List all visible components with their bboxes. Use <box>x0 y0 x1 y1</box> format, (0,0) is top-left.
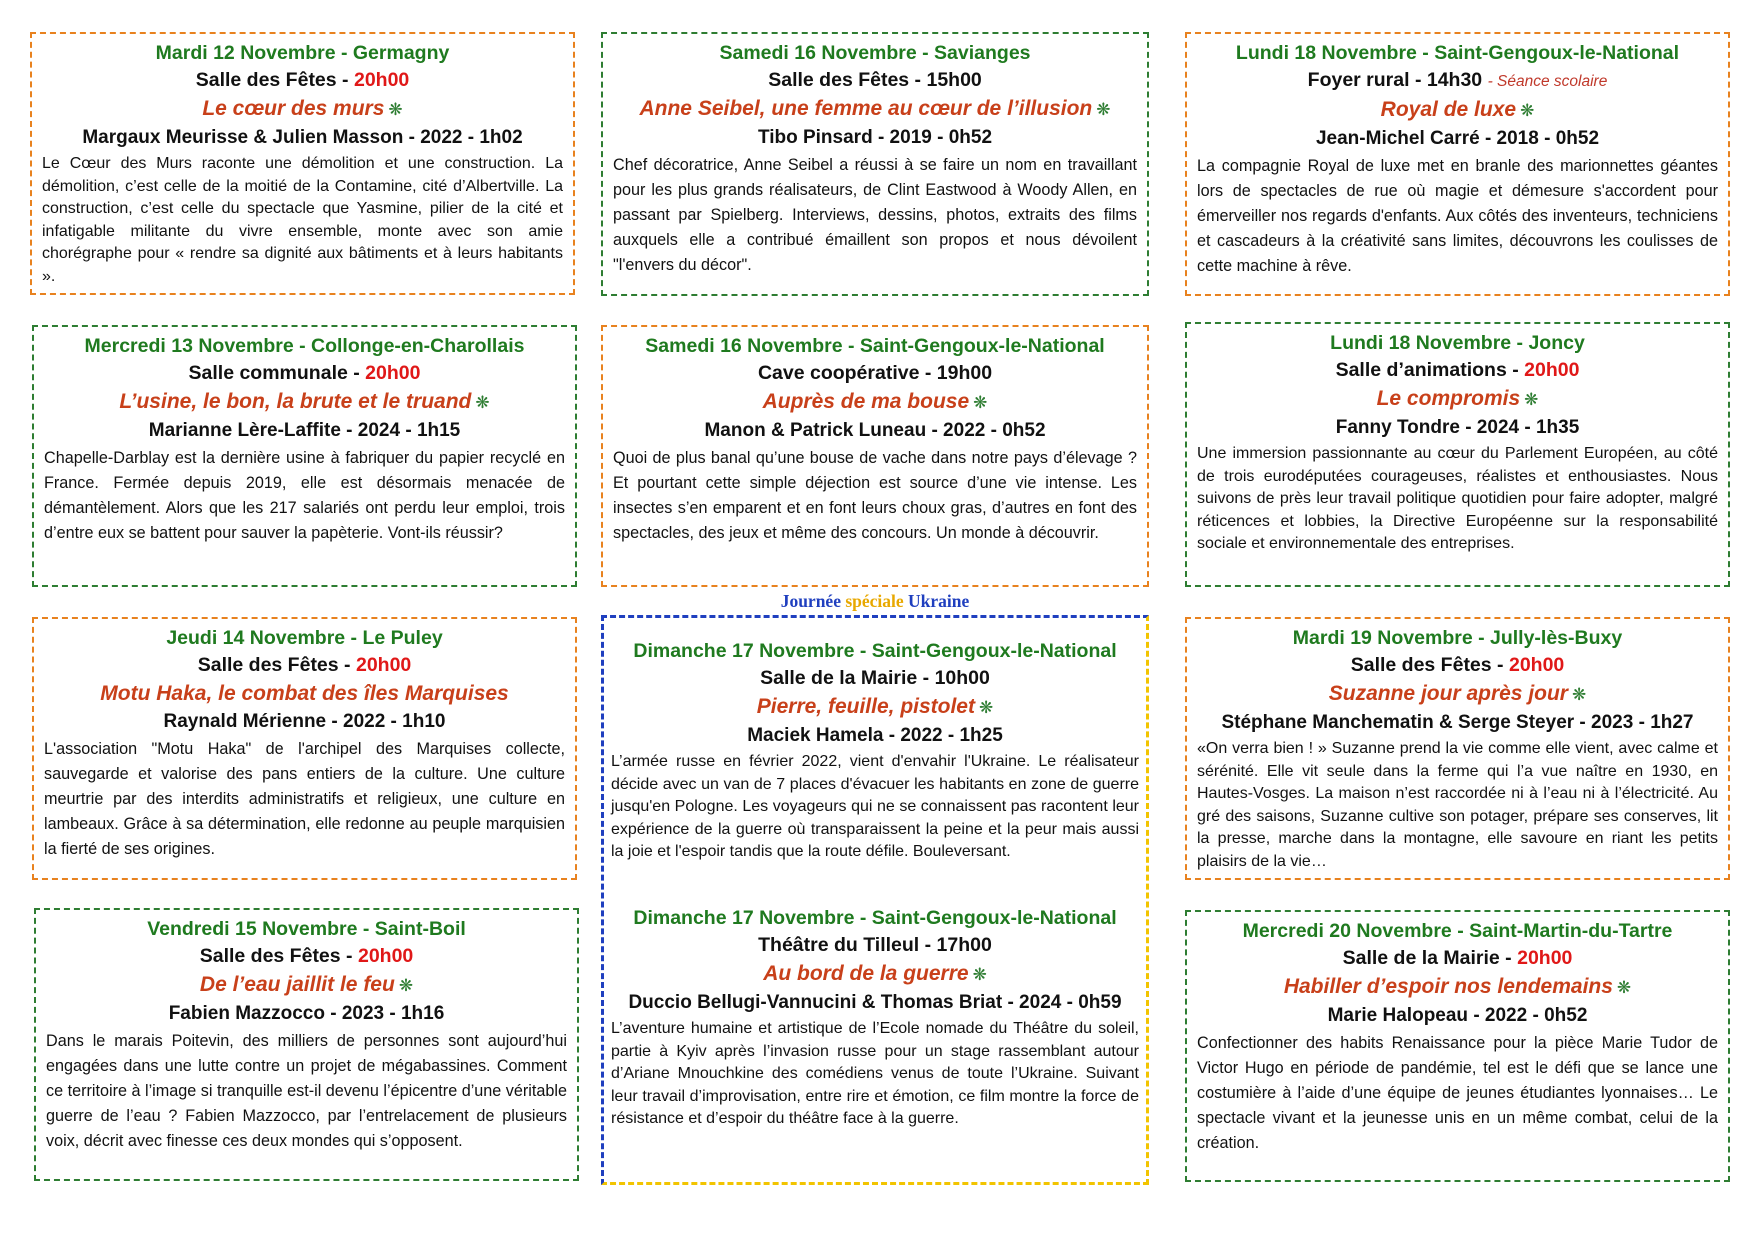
asterisk-icon: ❋ <box>1616 978 1632 997</box>
event-title: L’usine, le bon, la brute et le truand ❋ <box>119 390 490 413</box>
event-card-11 <box>1185 617 1730 880</box>
event-title: Anne Seibel, une femme au cœur de l’illusion ❋ <box>639 97 1111 120</box>
event-venue: Salle des Fêtes - 15h00 <box>768 69 982 91</box>
event-author: Marianne Lère-Laffite - 2024 - 1h15 <box>148 420 461 441</box>
event-card-8 <box>601 899 1149 1149</box>
event-author: Fabien Mazzocco - 2023 - 1h16 <box>168 1003 445 1024</box>
event-card-6 <box>601 325 1149 587</box>
event-date: Dimanche 17 Novembre - Saint-Gengoux-le-National <box>633 640 1117 662</box>
asterisk-icon: ❋ <box>1571 685 1587 704</box>
event-author: Margaux Meurisse & Julien Masson - 2022 - 1h02 <box>82 127 523 148</box>
asterisk-icon: ❋ <box>475 393 490 412</box>
event-venue: Salle des Fêtes - 20h00 <box>199 945 414 967</box>
event-author: Marie Halopeau - 2022 - 0h52 <box>1327 1005 1588 1026</box>
event-venue: Théâtre du Tilleul - 17h00 <box>758 934 992 956</box>
event-venue: Salle des Fêtes - 20h00 <box>1350 654 1565 676</box>
ukraine-special-day-label: Journée spéciale Ukraine <box>780 591 970 611</box>
event-date: Lundi 18 Novembre - Joncy <box>1330 332 1585 354</box>
asterisk-icon: ❋ <box>1520 101 1535 120</box>
event-venue: Salle de la Mairie - 10h00 <box>760 667 990 689</box>
asterisk-icon: ❋ <box>972 965 987 984</box>
event-venue: Salle des Fêtes - 20h00 <box>195 69 410 91</box>
event-date: Lundi 18 Novembre - Saint-Gengoux-le-National <box>1235 42 1680 64</box>
event-description: Une immersion passionnante au cœur du Parlement Européen, au côté de trois eurodéputées courageuses, réalistes et enthousiastes. Nous suivons de près leur travail politique quotidien pour faire adopter, malgré réticences et lobbies, la Directive Européenne sur la responsabilité sociale et environnementale des entreprises. <box>1197 445 1718 553</box>
event-card-2 <box>32 325 577 587</box>
asterisk-icon: ❋ <box>973 393 988 412</box>
event-description: Le Cœur des Murs raconte une démolition et une construction. La démolition, c’est celle de la moitié de la Contamine, cité d’Albertville. La construction, c’est celle du spectacle que Yasmine, pilier de la cité et infatigable militante du vivre ensemble, monte avec son amie chorégraphe pour « rendre sa dignité aux bâtiments et à leurs habitants ». <box>42 155 563 285</box>
event-title: Motu Haka, le combat des îles Marquises <box>100 682 509 705</box>
event-title: De l’eau jaillit le feu ❋ <box>199 973 414 996</box>
event-title: Habiller d’espoir nos lendemains ❋ <box>1283 975 1632 998</box>
event-description: Dans le marais Poitevin, des milliers de personnes sont aujourd’hui engagées dans une lutte contre un projet de mégabassines. Comment ce territoire à l’image si tranquille est-il devenu l’épicentre d’une véritable guerre de l’eau ? Fabien Mazzocco, par l’entrelacement de plusieurs voix, décrit avec finesse ces deux mondes qui s’opposent. <box>46 1032 567 1150</box>
event-title: Pierre, feuille, pistolet ❋ <box>756 695 994 718</box>
event-venue: Salle communale - 20h00 <box>188 362 421 384</box>
event-date: Dimanche 17 Novembre - Saint-Gengoux-le-National <box>633 907 1117 929</box>
event-venue: Foyer rural - 14h30 - Séance scolaire <box>1307 69 1608 91</box>
event-card-4 <box>34 908 579 1181</box>
event-card-10 <box>1185 322 1730 587</box>
event-venue: Salle de la Mairie - 20h00 <box>1342 947 1573 969</box>
event-description: L'association "Motu Haka" de l'archipel des Marquises collecte, sauvegarde et valorise des pans entiers de la culture. Une culture meurtrie par des interdits administratifs et religieux, une culture en lambeaux. Grâce à sa détermination, elle redonne au peuple marquisien la fierté de ses origines. <box>44 740 565 858</box>
event-title: Suzanne jour après jour ❋ <box>1328 682 1587 705</box>
event-date: Mercredi 13 Novembre - Collonge-en-Charollais <box>84 335 525 357</box>
event-description: «On verra bien ! » Suzanne prend la vie comme elle vient, avec calme et sérénité. Elle vit seule dans la ferme qui l’a vue naître en 1930, en Hautes-Vosges. La maison n’est raccordée ni à l’eau ni à l’électricité. Au gré des saisons, Suzanne cultive son potager, prépare ses conserves, lit la presse, marche dans la montagne, elle savoure en riant les petits plaisirs de la vie… <box>1197 740 1718 870</box>
event-author: Fanny Tondre - 2024 - 1h35 <box>1335 417 1580 438</box>
event-venue: Salle des Fêtes - 20h00 <box>197 654 412 676</box>
asterisk-icon: ❋ <box>1096 100 1111 119</box>
event-card-5 <box>601 32 1149 296</box>
event-card-7 <box>601 632 1149 890</box>
event-author: Raynald Mérienne - 2022 - 1h10 <box>163 711 446 732</box>
event-description: Chapelle-Darblay est la dernière usine à fabriquer du papier recyclé en France. Fermée depuis 2019, elle est désormais menacée de démantèlement. Alors que les 217 salariés ont perdu leur emploi, trois d’entre eux se battent pour sauver la papèterie. Vont-ils réussir? <box>44 449 565 542</box>
asterisk-icon: ❋ <box>388 100 403 119</box>
event-date: Samedi 16 Novembre - Saint-Gengoux-le-National <box>645 335 1105 357</box>
event-venue: Cave coopérative - 19h00 <box>757 362 993 384</box>
event-date: Vendredi 15 Novembre - Saint-Boil <box>147 918 466 940</box>
event-author: Duccio Bellugi-Vannucini & Thomas Briat - 2024 - 0h59 <box>628 992 1122 1013</box>
event-date: Jeudi 14 Novembre - Le Puley <box>166 627 443 649</box>
event-venue: Salle d’animations - 20h00 <box>1335 359 1580 381</box>
event-description: L’aventure humaine et artistique de l’Ecole nomade du Théâtre du soleil, partie à Kyiv après l’invasion russe pour un stage rassemblant autour d’Ariane Mnouchkine des comédiens venus de toute l’Ukraine. Suivant leur travail d’improvisation, entre rire et émotion, ce film montre la force de résistance et d’espoir du théâtre face à la guerre. <box>611 1020 1139 1128</box>
event-author: Manon & Patrick Luneau - 2022 - 0h52 <box>704 420 1046 441</box>
event-description: Chef décoratrice, Anne Seibel a réussi à se faire un nom en travaillant pour les plus grands réalisateurs, de Clint Eastwood à Woody Allen, en passant par Spielberg. Interviews, dessins, photos, extraits des films auxquels elle a contribué émaillent son propos et nous dévoilent "l'envers du décor". <box>613 156 1137 274</box>
event-title: Royal de luxe ❋ <box>1380 98 1535 121</box>
event-card-1 <box>30 32 575 295</box>
event-author: Jean-Michel Carré - 2018 - 0h52 <box>1315 128 1600 149</box>
event-author: Stéphane Manchematin & Serge Steyer - 2023 - 1h27 <box>1221 712 1694 733</box>
event-card-9 <box>1185 32 1730 296</box>
event-title: Le compromis ❋ <box>1376 387 1539 410</box>
asterisk-icon: ❋ <box>1524 390 1539 409</box>
event-card-3 <box>32 617 577 880</box>
event-date: Samedi 16 Novembre - Savianges <box>719 42 1031 64</box>
event-author: Maciek Hamela - 2022 - 1h25 <box>747 725 1003 746</box>
event-card-12 <box>1185 910 1730 1182</box>
event-date: Mardi 12 Novembre - Germagny <box>155 42 450 64</box>
asterisk-icon: ❋ <box>398 976 414 995</box>
event-description: Confectionner des habits Renaissance pour la pièce Marie Tudor de Victor Hugo en période de pandémie, tel est le défi que se lance une costumière à l’aide d’une équipe de jeunes étudiantes lyonnaises… Le spectacle vivant et la jeunesse unis en un même combat, celui de la création. <box>1197 1034 1718 1152</box>
event-title: Le cœur des murs ❋ <box>202 97 403 120</box>
event-description: La compagnie Royal de luxe met en branle des marionnettes géantes lors de spectacles de rue où magie et démesure s'accordent pour émerveiller nos regards d'enfants. Aux côtés des inventeurs, techniciens et cascadeurs à la créativité sans limites, découvrons les coulisses de cette machine à rêve. <box>1197 157 1718 275</box>
event-title: Au bord de la guerre ❋ <box>763 962 987 985</box>
asterisk-icon: ❋ <box>978 698 994 717</box>
event-date: Mardi 19 Novembre - Jully-lès-Buxy <box>1292 627 1623 649</box>
event-date: Mercredi 20 Novembre - Saint-Martin-du-Tartre <box>1242 920 1673 942</box>
event-description: Quoi de plus banal qu’une bouse de vache dans notre pays d’élevage ? Et pourtant cette simple déjection est source d’une vie intense. Les insectes s’en emparent et en font leurs choux gras, d’autres en font des spectacles, des jeux et même des concours. Un monde à découvrir. <box>613 449 1137 542</box>
event-author: Tibo Pinsard - 2019 - 0h52 <box>757 127 993 148</box>
event-description: L’armée russe en février 2022, vient d'envahir l'Ukraine. Le réalisateur décide avec un van de 7 places d'évacuer les habitants en zone de guerre jusqu'en Pologne. Les voyageurs qui ne se connaissent pas racontent leur expérience de la guerre où transparaissent la peine et la peur mais aussi la joie et l'espoir tandis que la route défile. Bouleversant. <box>611 753 1139 861</box>
event-title: Auprès de ma bouse ❋ <box>762 390 988 413</box>
